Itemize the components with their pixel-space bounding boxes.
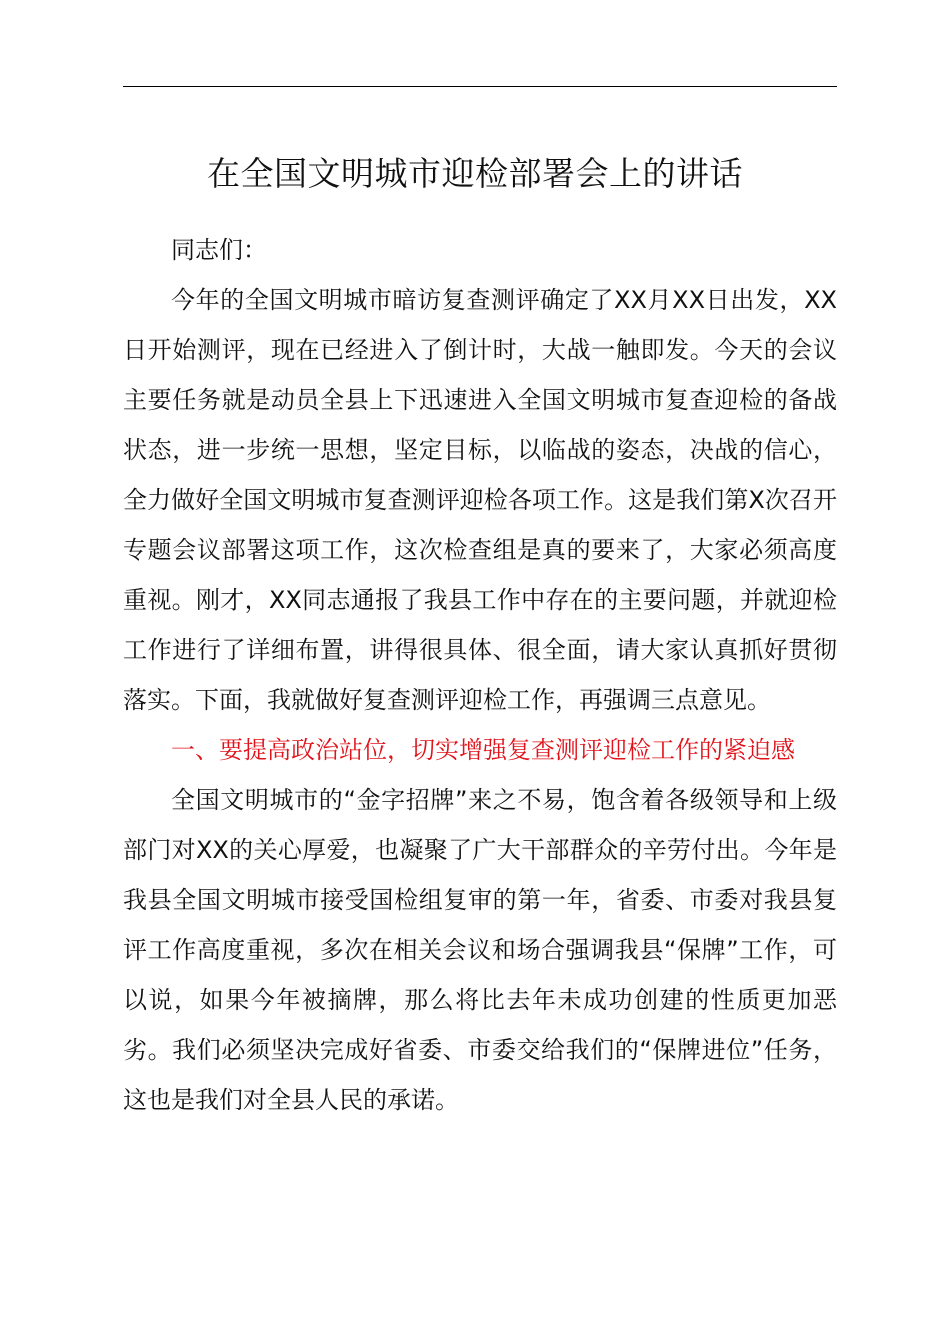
document-body [123, 225, 837, 1125]
section-heading: 一、要提高政治站位，切实增强复查测评迎检工作的紧迫感 [171, 736, 795, 764]
header-rule [123, 86, 837, 87]
salutation: 同志们： [171, 236, 267, 264]
body-paragraph: 全国文明城市的“金字招牌”来之不易，饱含着各级领导和上级部门对XX的关心厚爱，也凝聚了广大干部群众的辛劳付出。今年是我县全国文明城市接受国检组复审的第一年，省委、市委对我县复评工作高度重视，多次在相关会议和场合强调我县“保牌”工作，可以说，如果今年被摘牌，那么将比去年未成功创建的性质更加恶劣。我们必须坚决完成好省委、市委交给我们的“保牌进位”任务，这也是我们对全县人民的承诺。 [123, 786, 837, 1114]
body-paragraph: 今年的全国文明城市暗访复查测评确定了XX月XX日出发，XX日开始测评，现在已经进入了倒计时，大战一触即发。今天的会议主要任务就是动员全县上下迅速进入全国文明城市复查迎检的备战状态，进一步统一思想，坚定目标，以临战的姿态，决战的信心，全力做好全国文明城市复查测评迎检各项工作。这是我们第X次召开专题会议部署这项工作，这次检查组是真的要来了，大家必须高度重视。刚才，XX同志通报了我县工作中存在的主要问题，并就迎检工作进行了详细布置，讲得很具体、很全面，请大家认真抓好贯彻落实。下面，我就做好复查测评迎检工作，再强调三点意见。 [123, 286, 837, 714]
document-title: 在全国文明城市迎检部署会上的讲话 [207, 154, 743, 193]
